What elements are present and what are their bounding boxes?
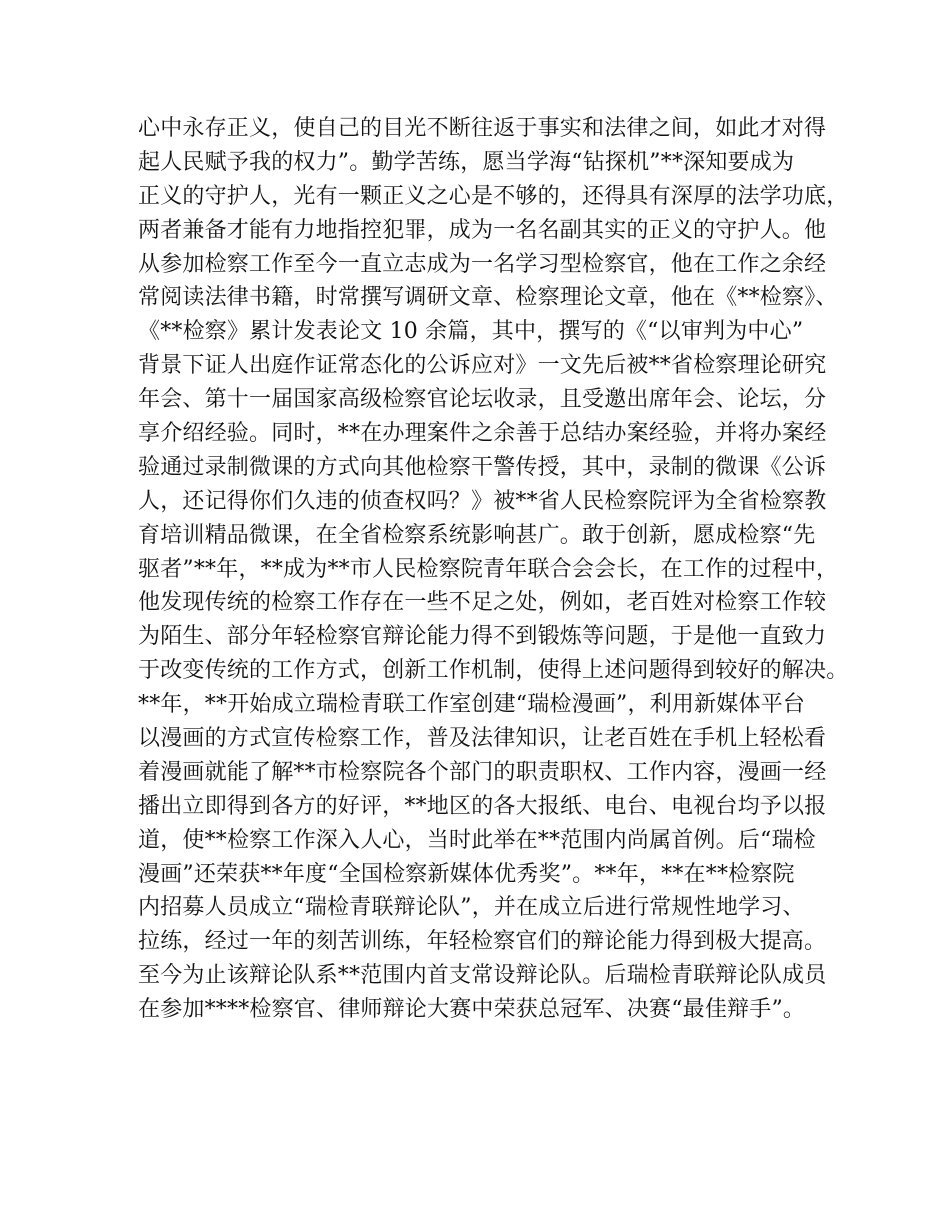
text-line: 他发现传统的检察工作存在一些不足之处，例如，老百姓对检察工作较 <box>138 590 827 616</box>
text-line: 着漫画就能了解**市检察院各个部门的职责职权、工作内容，漫画一经 <box>138 759 827 785</box>
text-line: 内招募人员成立“瑞检青联辩论队”，并在成立后进行常规性地学习、 <box>138 895 805 921</box>
text-line: 正义的守护人，光有一颗正义之心是不够的，还得具有深厚的法学功底， <box>138 183 849 209</box>
text-line: 以漫画的方式宣传检察工作，普及法律知识，让老百姓在手机上轻松看 <box>138 726 827 752</box>
text-line: 播出立即得到各方的好评，**地区的各大报纸、电台、电视台均予以报 <box>138 793 827 819</box>
text-line: 享介绍经验。同时，**在办理案件之余善于总结办案经验，并将办案经 <box>138 421 827 447</box>
text-line: 验通过录制微课的方式向其他检察干警传授，其中，录制的微课《公诉 <box>138 454 827 480</box>
text-line: 漫画”还荣获**年度“全国检察新媒体优秀奖”。**年，**在**检察院 <box>138 861 795 887</box>
body-text <box>138 112 849 1027</box>
text-line: 年会、第十一届国家高级检察官论坛收录，且受邀出席年会、论坛，分 <box>138 387 827 413</box>
text-line: 《**检察》累计发表论文 10 余篇，其中，撰写的《“以审判为中心” <box>138 319 804 345</box>
text-line: 两者兼备才能有力地指控犯罪，成为一名名副其实的正义的守护人。他 <box>138 217 827 243</box>
text-line: 至今为止该辩论队系**范围内首支常设辩论队。后瑞检青联辩论队成员 <box>138 963 827 989</box>
text-line: 从参加检察工作至今一直立志成为一名学习型检察官，他在工作之余经 <box>138 251 827 277</box>
text-line: 于改变传统的工作方式，创新工作机制，使得上述问题得到较好的解决。 <box>138 658 849 684</box>
text-line: 为陌生、部分年轻检察官辩论能力得不到锻炼等问题，于是他一直致力 <box>138 624 827 650</box>
text-line: 育培训精品微课，在全省检察系统影响甚广。敢于创新，愿成检察“先 <box>138 522 816 548</box>
text-line: 在参加****检察官、律师辩论大赛中荣获总冠军、决赛“最佳辩手”。 <box>138 997 806 1023</box>
text-line: 拉练，经过一年的刻苦训练，年轻检察官们的辩论能力得到极大提高。 <box>138 929 827 955</box>
text-line: 心中永存正义，使自己的目光不断往返于事实和法律之间，如此才对得 <box>138 116 827 141</box>
text-line: **年，**开始成立瑞检青联工作室创建“瑞检漫画”，利用新媒体平台 <box>138 692 806 718</box>
text-line: 常阅读法律书籍，时常撰写调研文章、检察理论文章，他在《**检察》、 <box>138 285 838 311</box>
text-line: 起人民赋予我的权力”。勤学苦练，愿当学海“钻探机”**深知要成为 <box>138 149 795 175</box>
text-line: 驱者”**年，**成为**市人民检察院青年联合会会长，在工作的过程中， <box>138 556 839 582</box>
text-line: 背景下证人出庭作证常态化的公诉应对》一文先后被**省检察理论研究 <box>138 353 827 379</box>
text-line: 人，还记得你们久违的侦查权吗？》被**省人民检察院评为全省检察教 <box>138 488 827 514</box>
text-line: 道，使**检察工作深入人心，当时此举在**范围内尚属首例。后“瑞检 <box>138 827 816 853</box>
